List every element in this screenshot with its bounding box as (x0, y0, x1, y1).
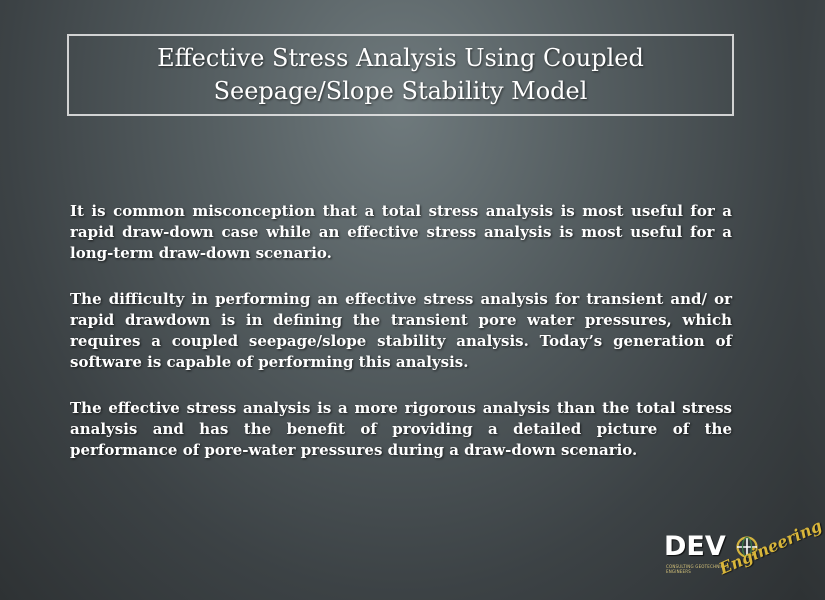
paragraph-1: It is common misconception that a total stress analysis is most useful for a rapid draw-down case while an effective stress analysis is most useful for a long-term draw-down scenario. (70, 202, 732, 262)
paragraph-3: The effective stress analysis is a more rigorous analysis than the total stress analysis and has the benefit of providing a detailed picture of the performance of pore-water pressures during a draw-down scenario. (70, 399, 732, 459)
title-line-1: Effective Stress Analysis Using Coupled (157, 44, 644, 72)
logo-text-dev: DEV (664, 531, 726, 562)
logo-script-engineering: Engineering (716, 515, 825, 579)
devo-engineering-logo (662, 515, 825, 594)
slide-body (70, 201, 732, 486)
slide-title (121, 42, 681, 108)
logo-subtitle: CONSULTING GEOTECHNICAL ENGINEERS (666, 564, 730, 574)
paragraph-2: The difficulty in performing an effective stress analysis for transient and/ or rapid drawdown is in defining the transient pore water pressures, which requires a coupled seepage/slope stability analysis. Today’s generation of software is capable of performing this analysis. (70, 290, 732, 371)
title-box (67, 34, 734, 116)
title-line-2: Seepage/Slope Stability Model (213, 77, 588, 105)
